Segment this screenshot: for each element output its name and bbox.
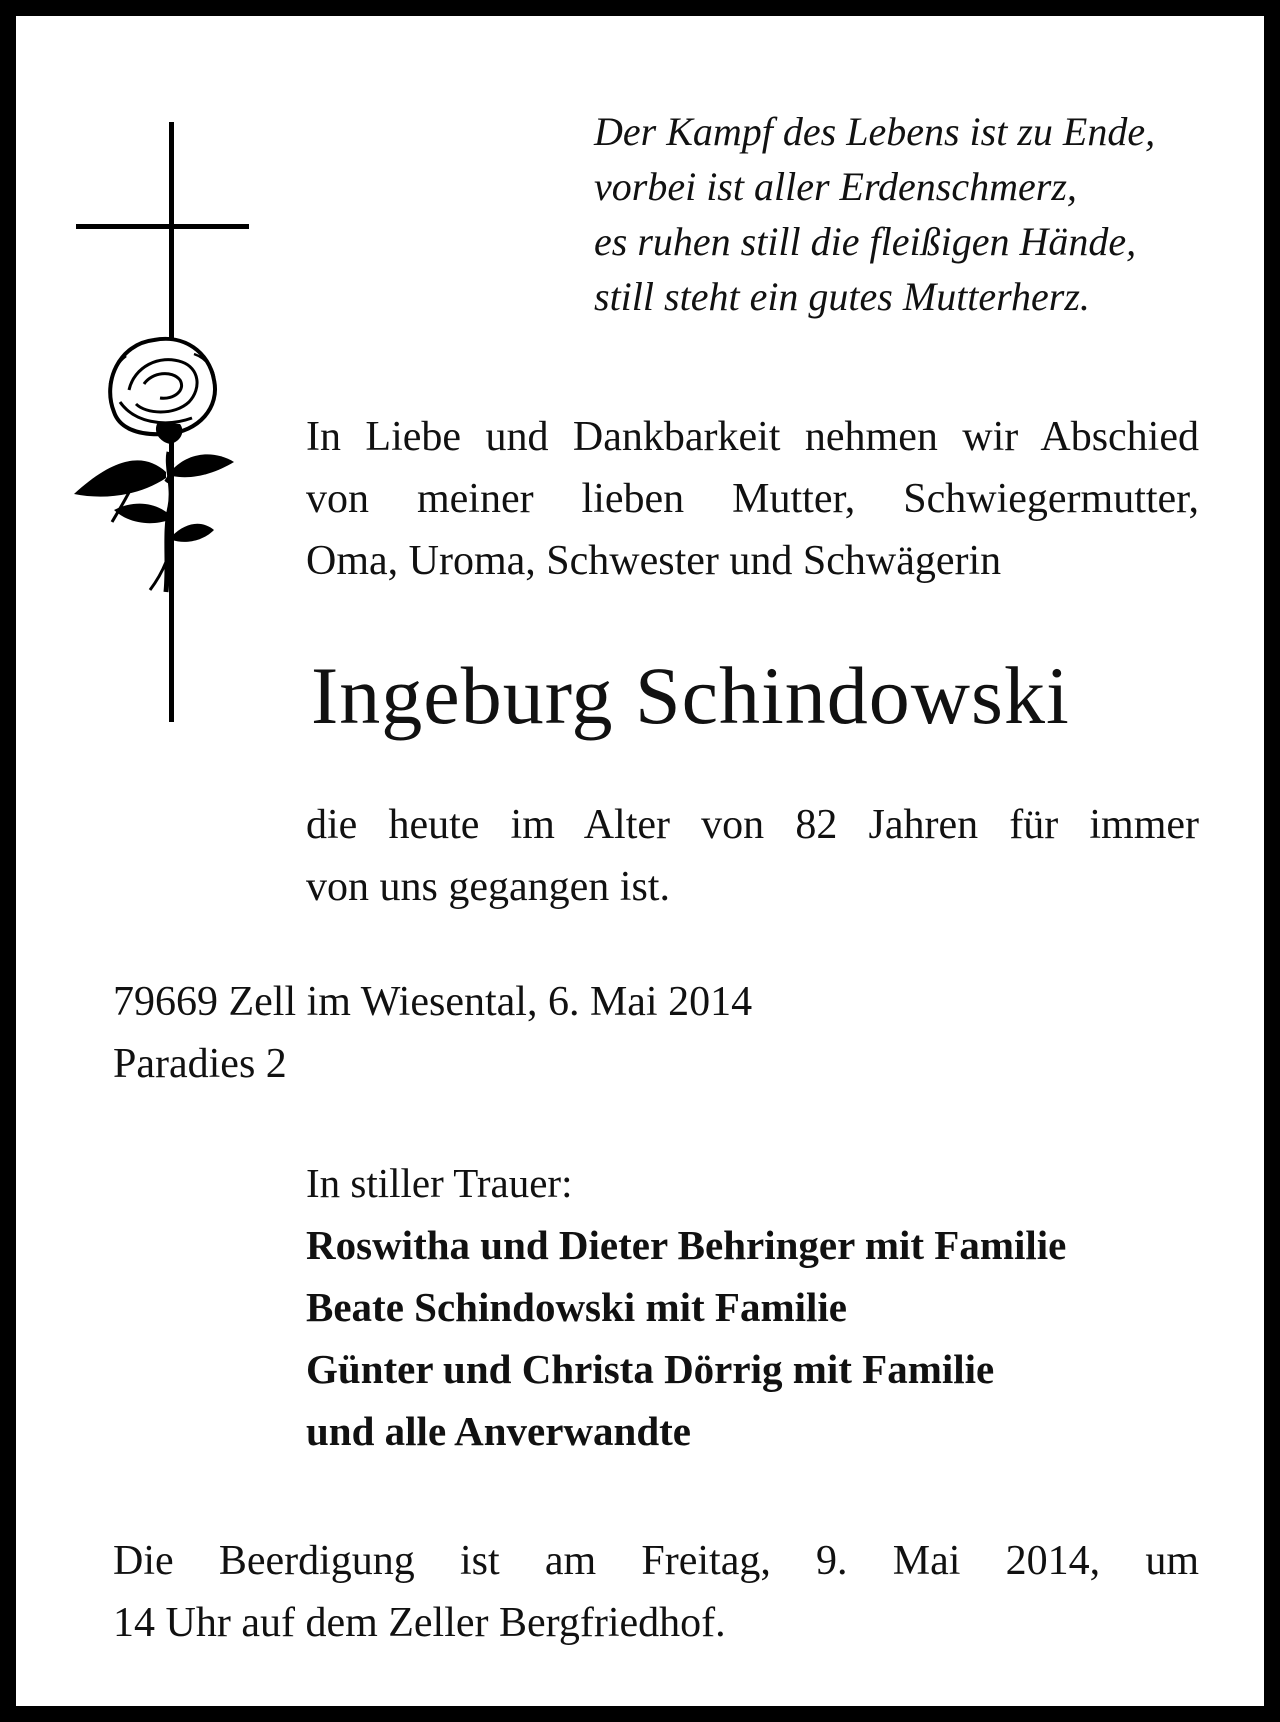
funeral-info bbox=[113, 1530, 1199, 1654]
poem-line: Der Kampf des Lebens ist zu Ende, bbox=[594, 109, 1156, 154]
intro-line: Oma, Uroma, Schwester und Schwägerin bbox=[306, 538, 1002, 584]
deceased-name: Ingeburg Schindowski bbox=[311, 650, 1070, 741]
intro-line: von meiner lieben Mutter, Schwiegermutter, bbox=[306, 476, 1199, 522]
poem-line: es ruhen still die fleißigen Hände, bbox=[594, 219, 1137, 264]
mourners bbox=[306, 1152, 1206, 1462]
rose-icon bbox=[74, 339, 234, 592]
age-text bbox=[306, 794, 1199, 918]
age-line: die heute im Alter von 82 Jahren für immer bbox=[306, 802, 1199, 848]
age-line: von uns gegangen ist. bbox=[306, 864, 670, 910]
cross-with-rose bbox=[74, 122, 249, 722]
mourner-name: Günter und Christa Dörrig mit Familie bbox=[306, 1346, 995, 1392]
intro-text bbox=[306, 406, 1199, 592]
city-date: 79669 Zell im Wiesental, 6. Mai 2014 bbox=[113, 979, 753, 1025]
place-and-date bbox=[113, 971, 913, 1095]
intro-line: In Liebe und Dankbarkeit nehmen wir Abschied bbox=[306, 414, 1199, 460]
street-address: Paradies 2 bbox=[113, 1041, 287, 1087]
poem bbox=[594, 104, 1234, 324]
mourner-name: und alle Anverwandte bbox=[306, 1408, 691, 1454]
poem-line: vorbei ist aller Erdenschmerz, bbox=[594, 164, 1077, 209]
funeral-line: Die Beerdigung ist am Freitag, 9. Mai 2014, um bbox=[113, 1538, 1199, 1584]
mourner-name: Roswitha und Dieter Behringer mit Familie bbox=[306, 1222, 1067, 1268]
poem-line: still steht ein gutes Mutterherz. bbox=[594, 274, 1090, 319]
funeral-line: 14 Uhr auf dem Zeller Bergfriedhof. bbox=[113, 1600, 726, 1646]
mourners-heading: In stiller Trauer: bbox=[306, 1160, 573, 1206]
mourner-name: Beate Schindowski mit Familie bbox=[306, 1284, 847, 1330]
